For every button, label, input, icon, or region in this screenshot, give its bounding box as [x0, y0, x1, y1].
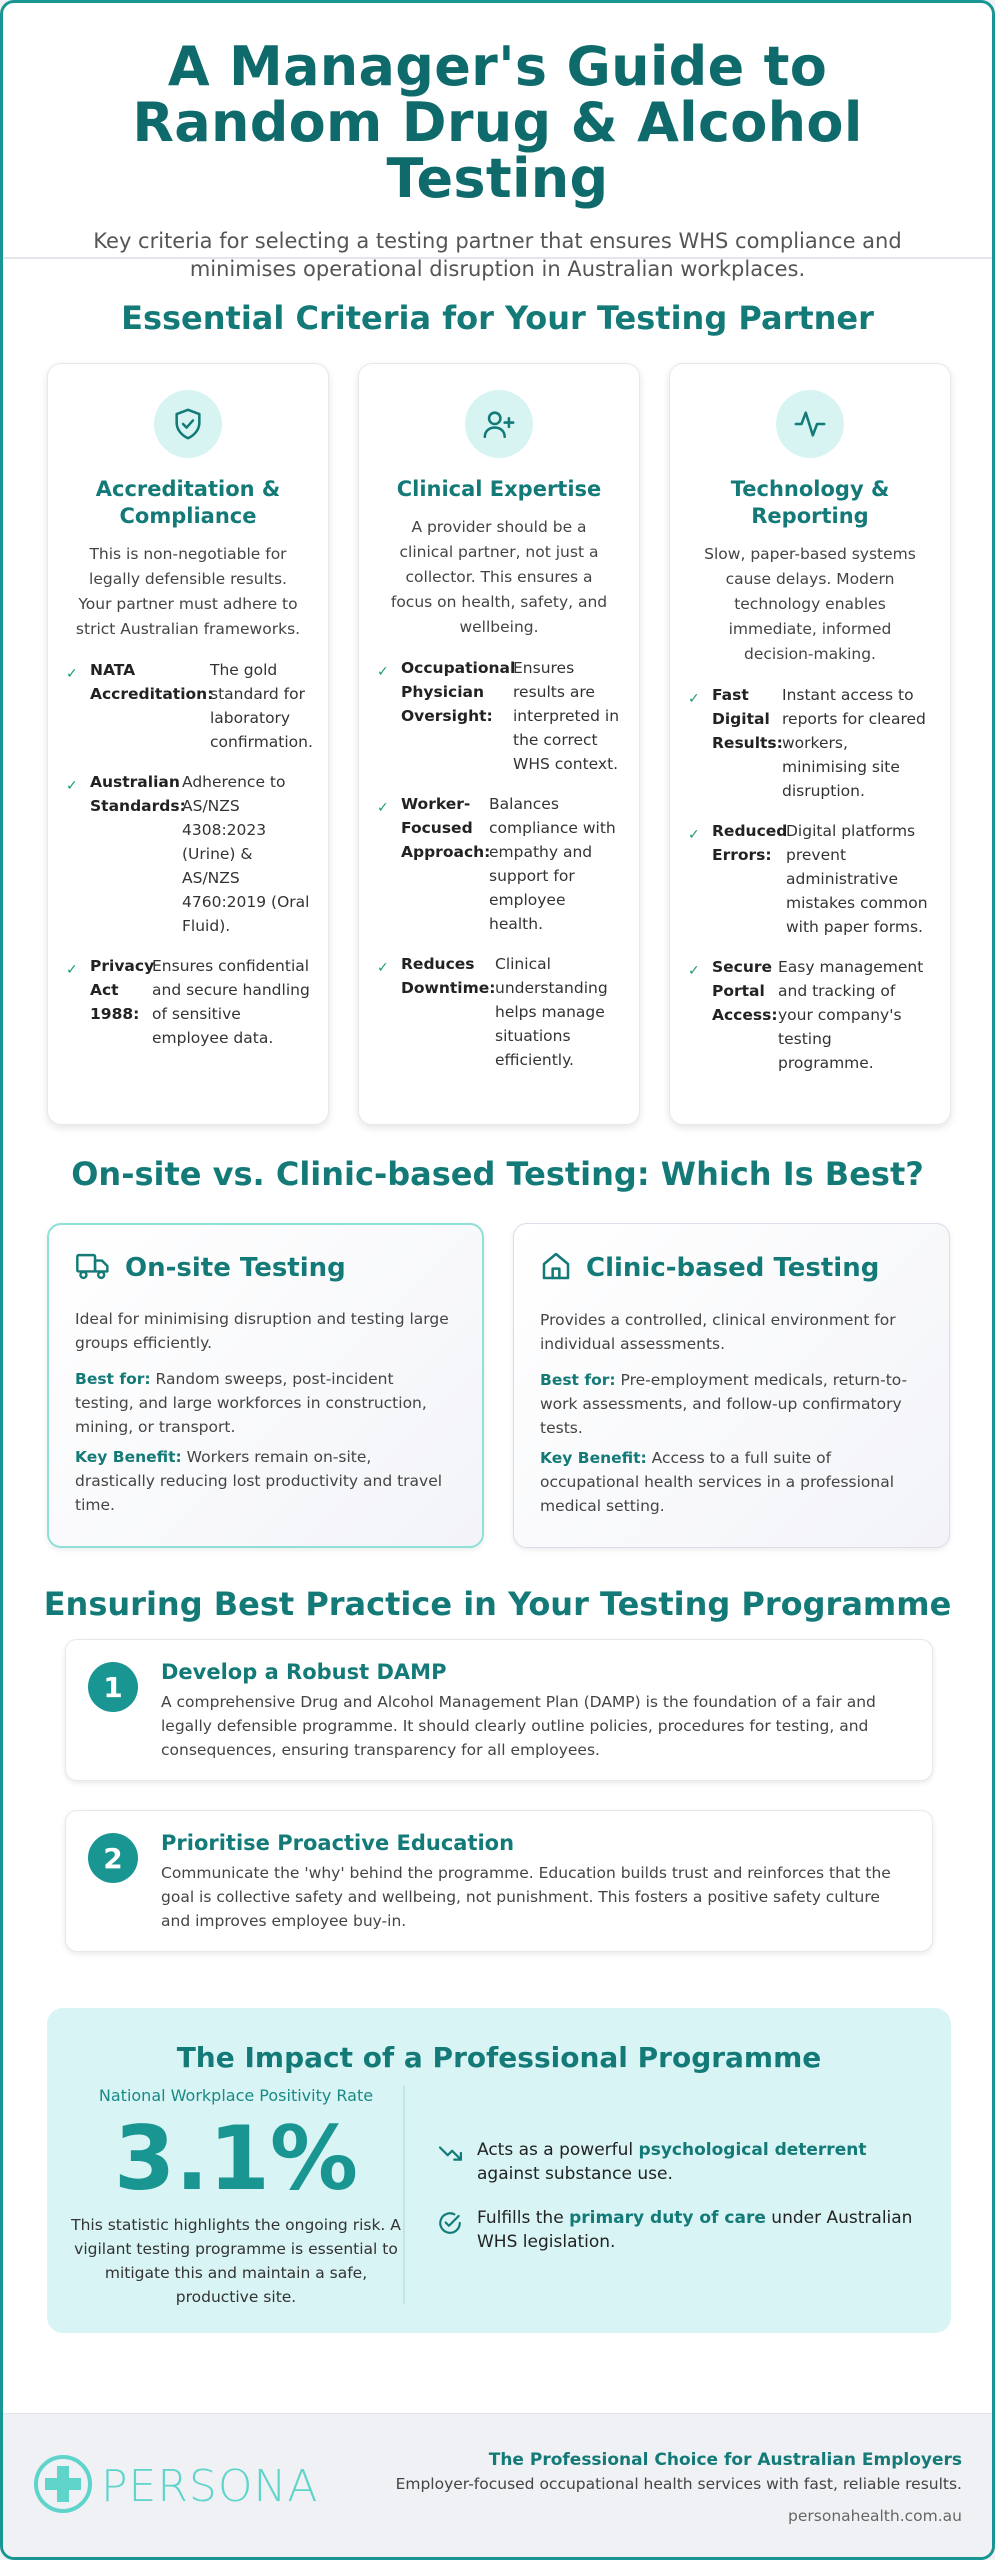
stat-description: This statistic highlights the ongoing risk. A vigilant testing programme is essential to mitigate this and maintain a safe, productive site.: [71, 2216, 401, 2306]
item-label: Australian Standards:: [90, 773, 186, 815]
item-label: Reduced Errors:: [712, 822, 788, 864]
impact-item: [437, 2206, 917, 2254]
footer-info: [396, 2450, 962, 2525]
trending-down-icon: [437, 2138, 477, 2168]
page-title: A Manager's Guide to Random Drug & Alcohol Testing: [132, 35, 863, 210]
best-for-text: Random sweeps, post-incident testing, and large workforces in construction, mining, or transport.: [75, 1370, 427, 1436]
item-label: Secure Portal Access:: [712, 958, 778, 1024]
key-benefit-label: Key Benefit:: [75, 1448, 182, 1466]
compare-section-title: On-site vs. Clinic-based Testing: Which Is Best?: [71, 1155, 924, 1193]
list-item: [377, 656, 621, 776]
card-title: Clinical Expertise: [396, 477, 602, 501]
stat-value: 3.1%: [113, 2107, 359, 2210]
item-text: Ensures confidential and secure handling of sensitive employee data.: [152, 957, 310, 1047]
step-title: Prioritise Proactive Education: [161, 1831, 515, 1855]
impact-item-text: [477, 2138, 917, 2186]
list-item: [688, 955, 932, 1075]
criteria-cards: [3, 363, 992, 1133]
onsite-title: On-site Testing: [125, 1253, 346, 1283]
check-icon: ✓: [377, 800, 389, 816]
item-label: Privacy Act 1988:: [90, 957, 155, 1023]
check-circle-icon: [437, 2206, 477, 2240]
criteria-list: [688, 683, 932, 1075]
medical-cross-icon: [33, 2454, 93, 2518]
user-plus-icon: [465, 390, 533, 458]
impact-stat: [67, 2086, 405, 2309]
impact-panel: [47, 2008, 951, 2333]
criteria-card-accreditation: [47, 363, 329, 1125]
criteria-card-clinical: [358, 363, 640, 1125]
header: [3, 3, 992, 281]
onsite-testing-box: [47, 1223, 484, 1548]
text-part: against substance use.: [477, 2164, 673, 2184]
practice-step: [65, 1810, 933, 1952]
list-item: [66, 954, 310, 1050]
check-icon: ✓: [377, 960, 389, 976]
card-title: Technology & Reporting: [730, 477, 890, 528]
stat-label: National Workplace Positivity Rate: [98, 2086, 374, 2105]
footer-tagline: The Professional Choice for Australian Employers: [488, 2450, 962, 2470]
shield-check-icon: [154, 390, 222, 458]
best-for-label: Best for:: [75, 1370, 151, 1388]
impact-item: [437, 2138, 917, 2186]
item-text: Clinical understanding helps manage situations efficiently.: [495, 955, 608, 1069]
key-benefit-text: Access to a full suite of occupational health services in a professional medical setting.: [540, 1449, 895, 1515]
home-icon: [540, 1250, 572, 1286]
compare-boxes: [3, 1223, 992, 1563]
best-for-label: Best for:: [540, 1371, 616, 1389]
clinic-key-benefit: [540, 1446, 923, 1518]
key-benefit-label: Key Benefit:: [540, 1449, 647, 1467]
logo-text: PERSONA: [101, 2460, 319, 2512]
text-part: under Australian WHS legislation.: [477, 2208, 913, 2252]
clinic-testing-box: [513, 1223, 950, 1548]
footer-subtext: Employer-focused occupational health services with fast, reliable results.: [395, 2475, 962, 2493]
text-bold: psychological deterrent: [638, 2140, 867, 2160]
item-text: Instant access to reports for cleared workers, minimising site disruption.: [782, 686, 926, 800]
persona-logo[interactable]: [33, 2454, 318, 2518]
text-bold: primary duty of care: [569, 2208, 766, 2228]
onsite-best-for: [75, 1367, 456, 1439]
clinic-intro: Provides a controlled, clinical environment for individual assessments.: [540, 1311, 896, 1353]
truck-icon: [75, 1251, 111, 1285]
check-icon: ✓: [66, 962, 78, 978]
footer-url[interactable]: personahealth.com.au: [788, 2507, 962, 2525]
item-label: Occupational Physician Oversight:: [401, 659, 516, 725]
check-icon: ✓: [688, 963, 700, 979]
item-label: Worker-Focused Approach:: [401, 795, 491, 861]
item-label: NATA Accreditation:: [90, 661, 214, 703]
check-icon: ✓: [66, 666, 78, 682]
item-text: Adherence to AS/NZS 4308:2023 (Urine) & AS/NZS 4760:2019 (Oral Fluid).: [182, 773, 310, 935]
list-item: [66, 770, 310, 938]
item-text: Easy management and tracking of your company's testing programme.: [778, 958, 924, 1072]
step-text: A comprehensive Drug and Alcohol Management Plan (DAMP) is the foundation of a fair and legally defensible programme. It should clearly outline policies, procedures for testing, and consequences, ensuring transparency for all employees.: [161, 1693, 876, 1759]
page-subtitle: Key criteria for selecting a testing partner that ensures WHS compliance and minimises operational disruption in Australian workplaces.: [93, 229, 902, 281]
practice-section-title: Ensuring Best Practice in Your Testing Programme: [43, 1585, 952, 1623]
step-title: Develop a Robust DAMP: [161, 1660, 447, 1684]
text-part: Acts as a powerful: [477, 2140, 639, 2160]
step-text: Communicate the 'why' behind the programme. Education builds trust and reinforces that the goal is collective safety and wellbeing, not punishment. This fosters a positive safety culture and improves employee buy-in.: [161, 1864, 891, 1930]
divider: [403, 2086, 405, 2304]
list-item: [377, 792, 621, 936]
item-text: The gold standard for laboratory confirmation.: [210, 661, 313, 751]
onsite-intro: Ideal for minimising disruption and testing large groups efficiently.: [75, 1310, 449, 1352]
best-for-text: Pre-employment medicals, return-to-work assessments, and follow-up confirmatory tests.: [540, 1371, 908, 1437]
step-number: 1: [88, 1662, 138, 1712]
onsite-key-benefit: [75, 1445, 456, 1517]
criteria-list: [377, 656, 621, 1072]
item-text: Ensures results are interpreted in the correct WHS context.: [513, 659, 620, 773]
criteria-list: [66, 658, 313, 1050]
card-intro: This is non-negotiable for legally defensible results. Your partner must adhere to strict Australian frameworks.: [75, 545, 301, 638]
text-part: Fulfills the: [477, 2208, 570, 2228]
step-number: 2: [88, 1833, 138, 1883]
item-text: Balances compliance with empathy and support for employee health.: [489, 795, 616, 933]
clinic-title: Clinic-based Testing: [586, 1253, 880, 1283]
activity-icon: [776, 390, 844, 458]
criteria-section-title: Essential Criteria for Your Testing Partner: [121, 299, 874, 337]
list-item: [377, 952, 621, 1072]
item-label: Reduces Downtime:: [401, 955, 496, 997]
list-item: [688, 683, 932, 803]
list-item: [66, 658, 313, 754]
practice-step: [65, 1639, 933, 1781]
clinic-best-for: [540, 1368, 923, 1440]
impact-title: The Impact of a Professional Programme: [176, 2041, 822, 2074]
impact-item-text: [477, 2206, 917, 2254]
key-benefit-text: Workers remain on-site, drastically reducing lost productivity and travel time.: [75, 1448, 443, 1514]
check-icon: ✓: [377, 664, 389, 680]
card-intro: Slow, paper-based systems cause delays. Modern technology enables immediate, informed decision-making.: [704, 545, 916, 663]
item-label: Fast Digital Results:: [712, 686, 783, 752]
check-icon: ✓: [688, 827, 700, 843]
card-title: Accreditation & Compliance: [95, 477, 281, 528]
list-item: [688, 819, 932, 939]
card-intro: A provider should be a clinical partner, not just a collector. This ensures a focus on health, safety, and wellbeing.: [390, 518, 608, 636]
criteria-card-technology: [669, 363, 951, 1125]
check-icon: ✓: [688, 691, 700, 707]
item-text: Digital platforms prevent administrative mistakes common with paper forms.: [786, 822, 928, 936]
impact-list: [437, 2138, 917, 2274]
footer: [3, 2413, 992, 2560]
check-icon: ✓: [66, 778, 78, 794]
